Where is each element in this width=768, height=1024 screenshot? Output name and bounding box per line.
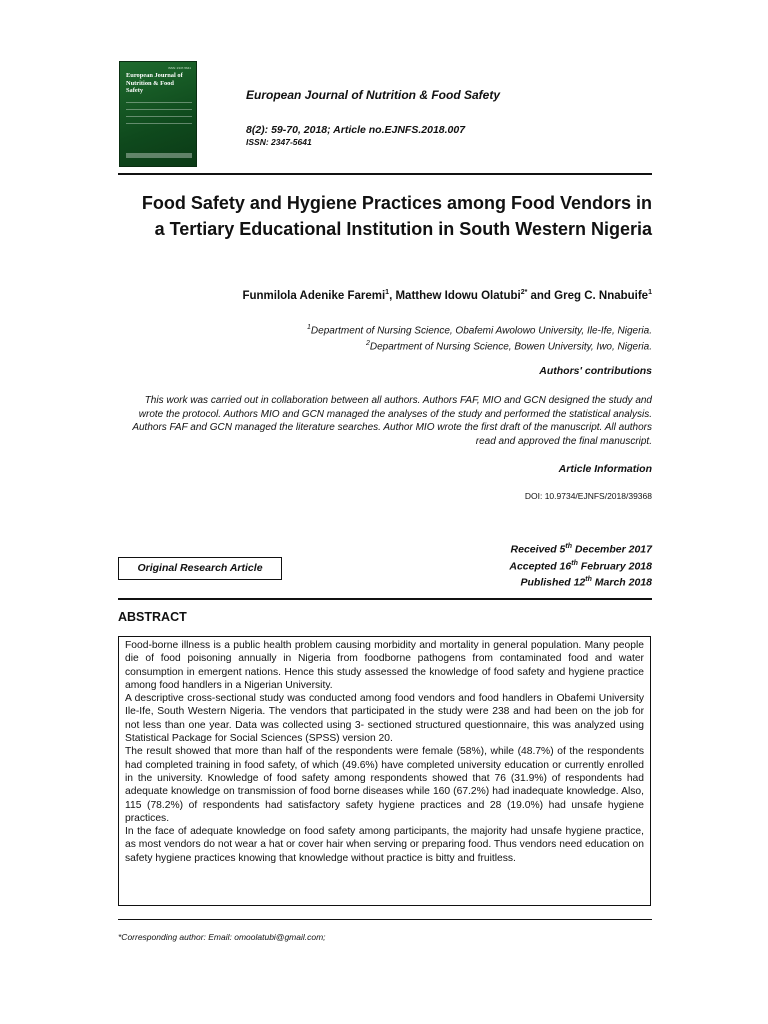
author-sup: 1 <box>385 289 390 296</box>
issn: ISSN: 2347-5641 <box>246 137 312 147</box>
author-sup: 1 <box>648 289 652 296</box>
author-list <box>118 289 652 302</box>
abstract-box <box>118 636 651 906</box>
affiliation-2: $^2$Department of Nursing Science, Bowen University, Iwo, Nigeria. <box>365 340 652 353</box>
citation: 8(2): 59-70, 2018; Article no.EJNFS.2018.007 <box>246 124 466 136</box>
journal-name: European Journal of Nutrition & Food Safety <box>246 88 501 102</box>
abstract-paragraph: The result showed that more than half of the respondents were female (58%), while (48.7%) of the respondents had completed training in food safety, of which (49.6%) have completed university education or currently enrolled in the university. Knowledge of food safety among respondents showed that 76 (31.9%) of respondents had adequate knowledge on transmission of food borne diseases while 160 (67.2%) had inadequate knowledge. Also, 115 (78.2%) of respondents had satisfactory safety hygiene practices and 28 (19.0%) had unsafe hygiene practices. <box>125 746 644 824</box>
cover-decoration <box>126 102 192 130</box>
cover-footer-bar <box>126 153 192 158</box>
contributions-text: This work was carried out in collaboration between all authors. Authors FAF, MIO and GCN designed the study and wrote the protocol. Authors MIO and GCN managed the analyses of the study and performed the statistical analysis. Authors FAF and GCN managed the literature searches. Author MIO wrote the first draft of the manuscript. All authors read and approved the final manuscript. <box>132 395 652 447</box>
article-dates <box>400 540 652 590</box>
accepted-date: Accepted 16th February 2018 <box>509 559 652 572</box>
author-separator: and <box>527 289 555 302</box>
corresponding-author-note: *Corresponding author: Email: omoolatubi@gmail.com; <box>118 932 326 942</box>
author-name: Funmilola Adenike Faremi <box>242 289 386 302</box>
cover-title: European Journal of Nutrition & Food Safety <box>126 72 183 94</box>
abstract-paragraph: A descriptive cross-sectional study was conducted among food vendors and food handlers in Obafemi University Ile-Ife, South Western Nigeria. The vendors that participated in the study were 238 and had been on the job for not less than one year. Data was collected using 3- sectioned structured questionnaire, this was analyzed using Statistical Package for Social Sciences (SPSS) version 20. <box>125 693 644 745</box>
section-divider <box>118 598 652 600</box>
article-information-heading: Article Information <box>558 463 652 475</box>
abstract-paragraph: In the face of adequate knowledge on food safety among participants, the majority had unsafe hygiene practice, as most vendors do not wear a hat or cover hair when serving or preparing food. Thus vendors need education on safety hygiene practices knowing that knowledge without practice is bitty and fruitless. <box>125 826 644 864</box>
cover-issn: ISSN: 2347-5641 <box>167 66 191 70</box>
author-name: Greg C. Nnabuife <box>554 289 649 302</box>
received-date: Received 5th December 2017 <box>510 543 652 556</box>
published-date: Published 12th March 2018 <box>520 576 652 589</box>
header-divider <box>118 173 652 175</box>
footnote-divider <box>118 919 652 920</box>
affiliation-1: $^1$Department of Nursing Science, Obafemi Awolowo University, Ile-Ife, Nigeria. <box>307 324 652 337</box>
article-type-badge: Original Research Article <box>118 557 282 580</box>
affiliations <box>118 321 652 354</box>
article-title: Food Safety and Hygiene Practices among Food Vendors in a Tertiary Educational Institution in South Western Nigeria <box>141 193 652 239</box>
abstract-paragraph: Food-borne illness is a public health problem causing morbidity and mortality in general population. Many people die of food poisoning annually in Nigeria from foodborne pathogens from contaminated food and water consumption in emergent nations. Hence this study assessed the knowledge of food safety and hygiene practice among food handlers in a Nigerian University. <box>125 640 644 691</box>
author-name: Matthew Idowu Olatubi <box>395 289 521 302</box>
journal-cover-image <box>119 61 197 167</box>
author-separator: , <box>389 289 396 302</box>
abstract-heading: ABSTRACT <box>118 610 187 624</box>
author-sup: 2* <box>520 289 528 296</box>
contributions-heading: Authors' contributions <box>539 365 652 377</box>
doi[interactable]: DOI: 10.9734/EJNFS/2018/39368 <box>524 491 652 501</box>
